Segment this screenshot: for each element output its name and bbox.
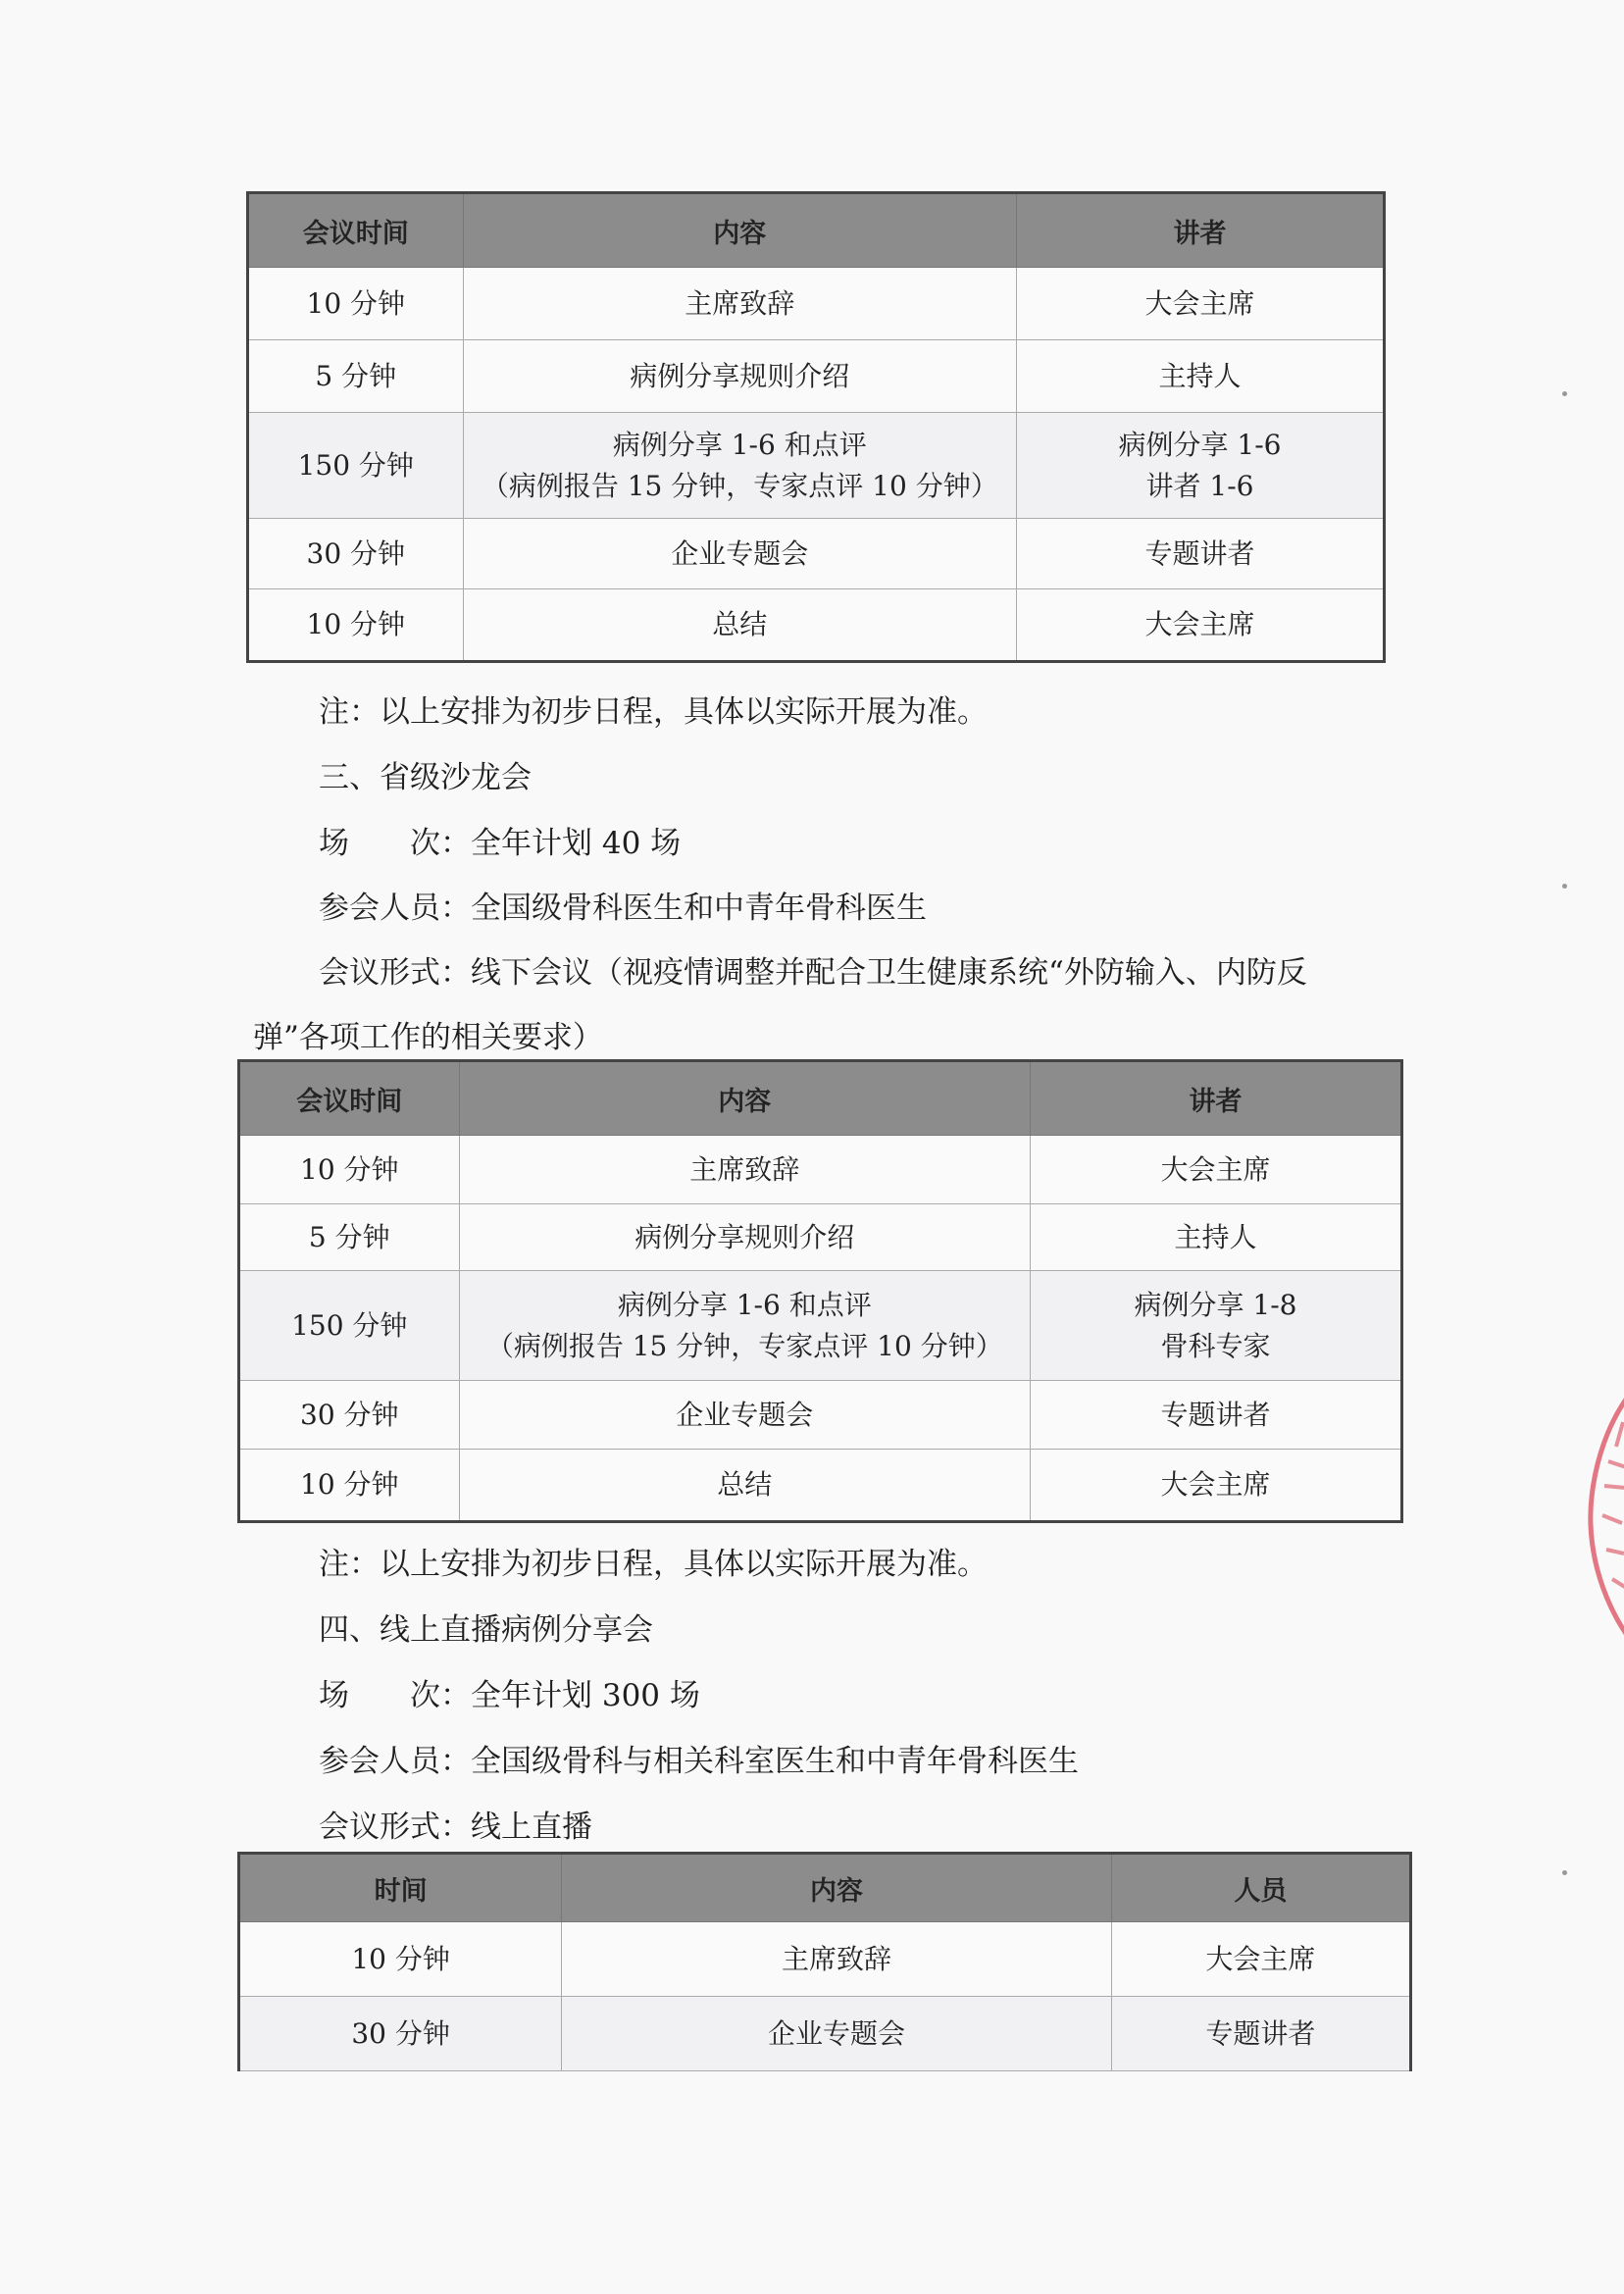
column-header-content: 内容: [459, 1061, 1030, 1136]
cell-content: 病例分享规则介绍: [463, 340, 1016, 413]
cell-content: [463, 413, 1016, 519]
cell-time: 5 分钟: [248, 340, 464, 413]
cell-time: 10 分钟: [248, 589, 464, 662]
table-header-row: [239, 1061, 1402, 1136]
format-line: 会议形式：线上直播: [319, 1810, 592, 1845]
format-line: 会议形式：线下会议（视疫情调整并配合卫生健康系统“外防输入、内防反: [319, 955, 1307, 991]
scan-speck: [1562, 884, 1567, 889]
cell-speaker: [1017, 413, 1385, 519]
sessions-value: 次：全年计划 40 场: [410, 826, 682, 861]
cell-speaker: 大会主席: [1017, 268, 1385, 340]
column-header-speaker: 人员: [1111, 1854, 1410, 1922]
cell-speaker: [1031, 1271, 1402, 1381]
cell-content: 总结: [459, 1450, 1030, 1522]
cell-speaker-line: 骨科专家: [1160, 1329, 1271, 1362]
participants-line: 参会人员：全国级骨科医生和中青年骨科医生: [319, 891, 927, 926]
column-header-speaker: 讲者: [1017, 193, 1385, 268]
cell-content: 企业专题会: [459, 1381, 1030, 1450]
sessions-label: 场: [319, 1678, 349, 1713]
cell-content-line: 病例分享 1-6 和点评: [617, 1288, 872, 1321]
cell-content-line: 病例分享 1-6 和点评: [612, 428, 867, 461]
cell-content: 主席致辞: [459, 1136, 1030, 1204]
table-row: [248, 413, 1385, 519]
column-header-content: 内容: [562, 1854, 1112, 1922]
cell-content-line: （病例报告 15 分钟，专家点评 10 分钟）: [485, 1329, 1003, 1362]
note-text: 注：以上安排为初步日程，具体以实际开展为准。: [319, 1547, 988, 1582]
cell-time: 150 分钟: [248, 413, 464, 519]
table-row: [248, 519, 1385, 589]
schedule-table-3: [237, 1852, 1412, 2071]
table-row: [239, 1136, 1402, 1204]
cell-time: 30 分钟: [248, 519, 464, 589]
table-row: [248, 589, 1385, 662]
table-row: [239, 1271, 1402, 1381]
participants-line: 参会人员：全国级骨科与相关科室医生和中青年骨科医生: [319, 1744, 1079, 1779]
cell-speaker: 大会主席: [1031, 1450, 1402, 1522]
cell-time: 10 分钟: [239, 1136, 460, 1204]
column-header-content: 内容: [463, 193, 1016, 268]
table-row: [239, 1204, 1402, 1271]
scan-speck: [1562, 391, 1567, 396]
note-text: 注：以上安排为初步日程，具体以实际开展为准。: [319, 694, 988, 730]
table-header-row: [239, 1854, 1411, 1922]
table-row: [239, 1997, 1411, 2071]
cell-content: 主席致辞: [463, 268, 1016, 340]
sessions-line: [319, 824, 681, 863]
schedule-table-2: [237, 1059, 1403, 1523]
section-heading: 四、线上直播病例分享会: [319, 1612, 653, 1648]
cell-speaker-line: 病例分享 1-6: [1118, 428, 1282, 461]
cell-speaker: 专题讲者: [1031, 1381, 1402, 1450]
cell-time: 30 分钟: [239, 1997, 562, 2071]
cell-speaker-line: 讲者 1-6: [1145, 469, 1254, 502]
column-header-time: 时间: [239, 1854, 562, 1922]
scan-speck: [1562, 1870, 1567, 1875]
cell-time: 10 分钟: [239, 1450, 460, 1522]
red-seal-stamp: [1569, 1368, 1624, 1662]
table-row: [248, 340, 1385, 413]
table-row: [239, 1381, 1402, 1450]
cell-time: 150 分钟: [239, 1271, 460, 1381]
sessions-value: 次：全年计划 300 场: [410, 1678, 700, 1713]
cell-content: [459, 1271, 1030, 1381]
cell-content: 主席致辞: [562, 1922, 1112, 1997]
column-header-speaker: 讲者: [1031, 1061, 1402, 1136]
cell-time: 5 分钟: [239, 1204, 460, 1271]
cell-content: 企业专题会: [562, 1997, 1112, 2071]
cell-speaker: 主持人: [1031, 1204, 1402, 1271]
cell-content: 企业专题会: [463, 519, 1016, 589]
table-row: [248, 268, 1385, 340]
cell-time: 10 分钟: [248, 268, 464, 340]
format-line-continued: 弹”各项工作的相关要求）: [253, 1020, 603, 1055]
sessions-line: [319, 1676, 700, 1715]
schedule-table-1: [246, 191, 1386, 663]
cell-content: 总结: [463, 589, 1016, 662]
cell-speaker: 专题讲者: [1111, 1997, 1410, 2071]
cell-content: 病例分享规则介绍: [459, 1204, 1030, 1271]
cell-speaker: 专题讲者: [1017, 519, 1385, 589]
table-header-row: [248, 193, 1385, 268]
cell-speaker: 大会主席: [1111, 1922, 1410, 1997]
section-heading: 三、省级沙龙会: [319, 760, 532, 795]
cell-speaker: 大会主席: [1017, 589, 1385, 662]
column-header-time: 会议时间: [239, 1061, 460, 1136]
sessions-label: 场: [319, 826, 349, 861]
cell-speaker: 主持人: [1017, 340, 1385, 413]
cell-time: 10 分钟: [239, 1922, 562, 1997]
column-header-time: 会议时间: [248, 193, 464, 268]
cell-content-line: （病例报告 15 分钟，专家点评 10 分钟）: [481, 469, 998, 502]
table-row: [239, 1922, 1411, 1997]
table-row: [239, 1450, 1402, 1522]
cell-speaker: 大会主席: [1031, 1136, 1402, 1204]
cell-speaker-line: 病例分享 1-8: [1134, 1288, 1297, 1321]
cell-time: 30 分钟: [239, 1381, 460, 1450]
